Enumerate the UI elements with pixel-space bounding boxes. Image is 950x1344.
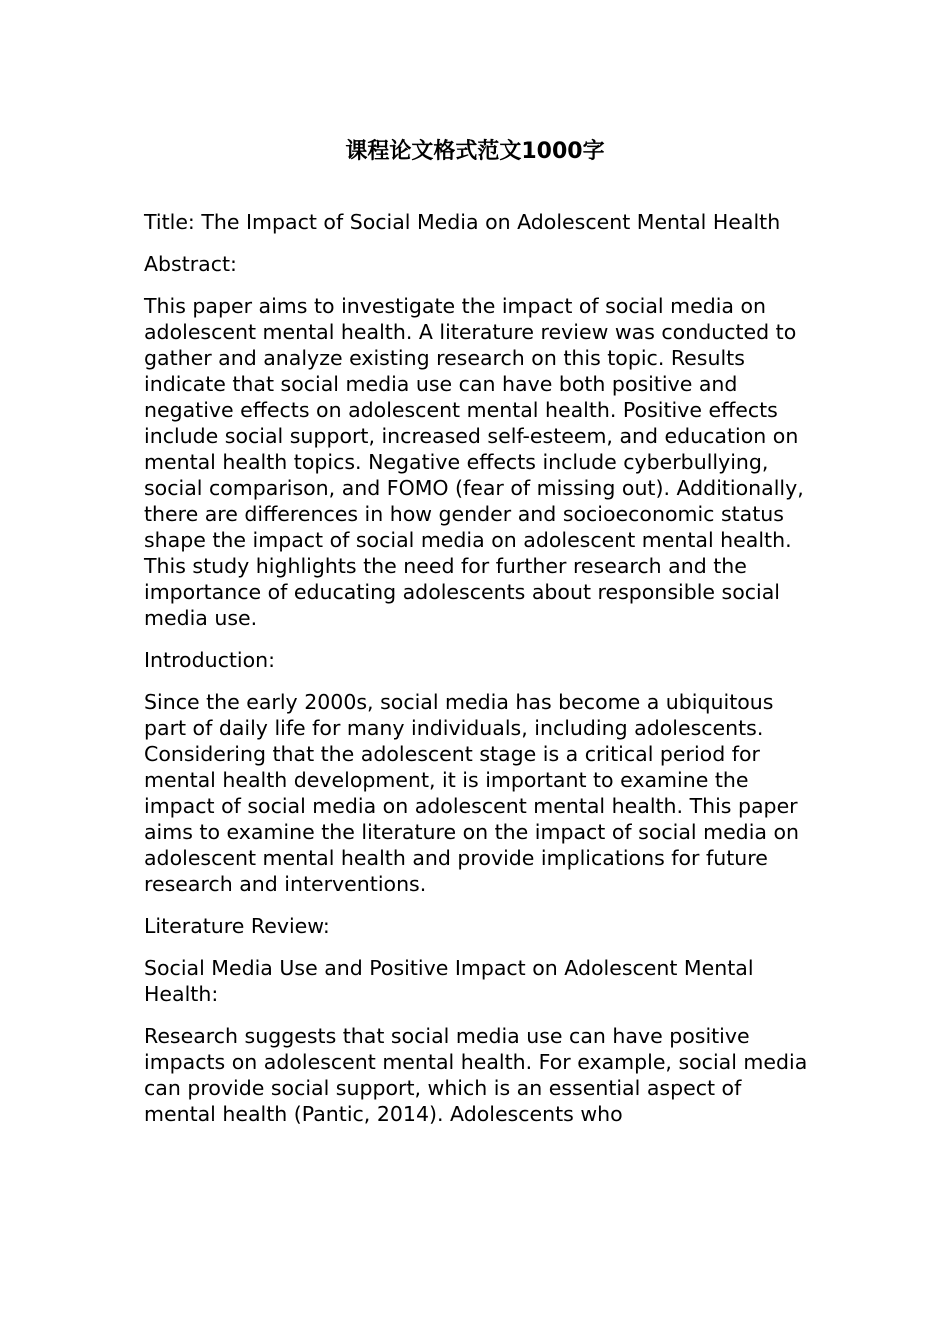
literature-review-heading: Literature Review: [144,914,330,938]
abstract-heading: Abstract: [144,252,237,276]
introduction-paragraph: Since the early 2000s, social media has become a ubiquitous part of daily life for many individuals, including adolescents. Considering that the adolescent stage is a critical period for mental health development, it is important to examine the impact of social media on adolescent mental health. This paper aims to examine the literature on the impact of social media on adolescent mental health and provide implications for future research and interventions. [144,690,799,896]
positive-impact-subheading: Social Media Use and Positive Impact on Adolescent Mental Health: [144,956,754,1006]
document-body [144,209,810,1143]
abstract-paragraph: This paper aims to investigate the impact of social media on adolescent mental health. A literature review was conducted to gather and analyze existing research on this topic. Results indicate that social media use can have both positive and negative effects on adolescent mental health. Positive effects include social support, increased self-esteem, and education on mental health topics. Negative effects include cyberbullying, social comparison, and FOMO (fear of missing out). Additionally, there are differences in how gender and socioeconomic status shape the impact of social media on adolescent mental health. This study highlights the need for further research and the importance of educating adolescents about responsible social media use. [144,294,804,630]
positive-impact-paragraph: Research suggests that social media use can have positive impacts on adolescent mental health. For example, social media can provide social support, which is an essential aspect of mental health (Pantic, 2014). Adolescents who [144,1024,808,1126]
paper-title: Title: The Impact of Social Media on Adolescent Mental Health [144,210,781,234]
document-heading: 课程论文格式范文1000字 [345,139,605,164]
introduction-heading: Introduction: [144,648,276,672]
